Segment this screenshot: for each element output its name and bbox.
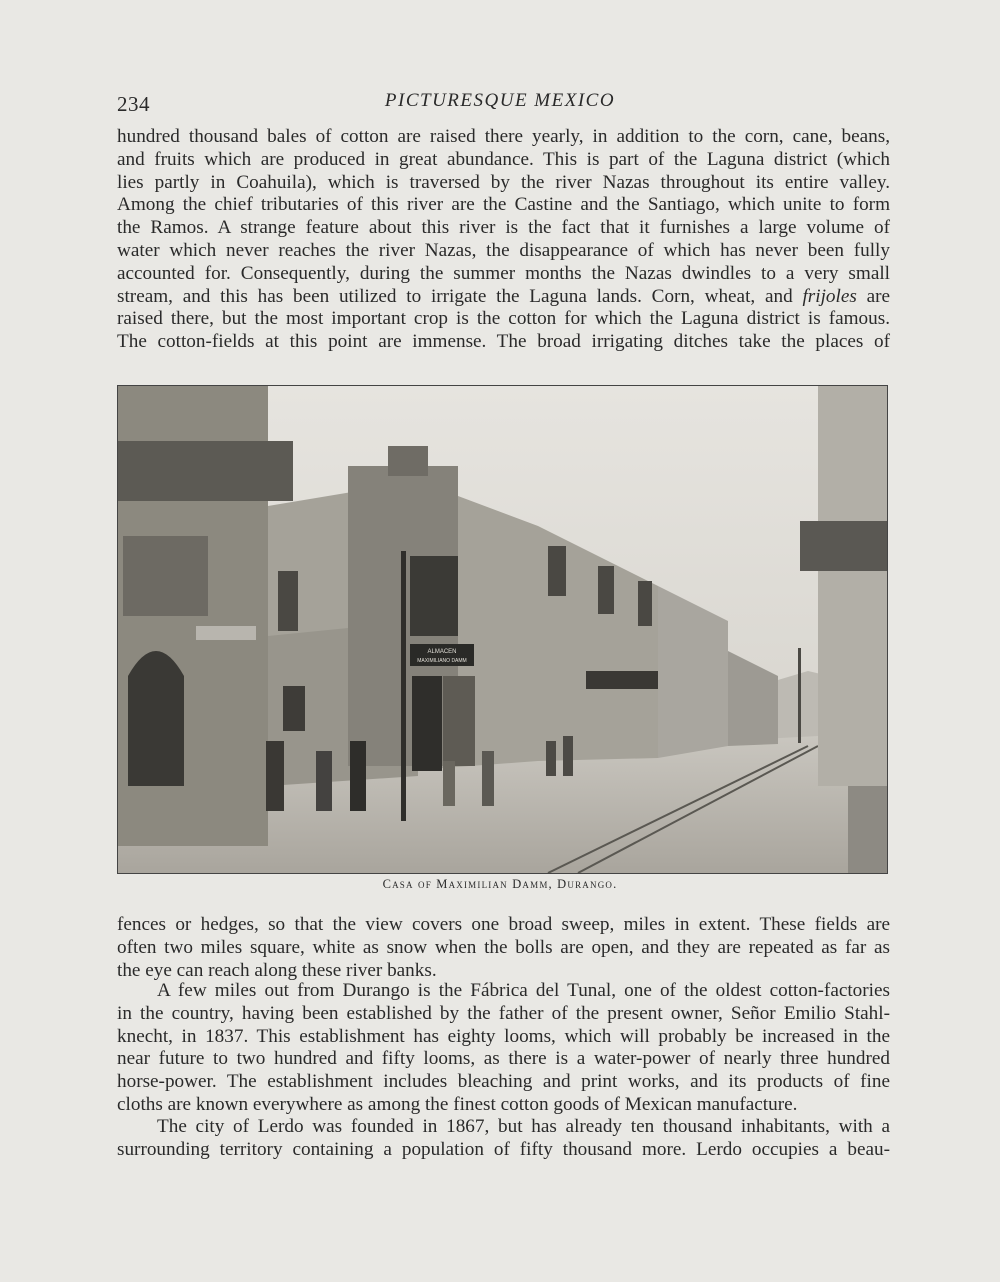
text-line: and fruits which are produced in great abundance. This is part of the Laguna district (which <box>117 148 890 170</box>
text-line: knecht, in 1837. This establishment has eighty looms, which will probably be increased in the <box>117 1025 890 1047</box>
text-line: often two miles square, white as snow when the bolls are open, and they are repeated as far as <box>117 936 890 958</box>
text-line: raised there, but the most important crop is the cotton for which the Laguna district is famous. <box>117 308 890 330</box>
text-line: in the country, having been established by the father of the present owner, Señor Emilio Stahl- <box>117 1002 890 1024</box>
text-line <box>117 286 890 309</box>
paragraph-2 <box>117 914 890 982</box>
paragraph-1 <box>117 126 890 354</box>
paragraph-4 <box>117 1116 890 1162</box>
sign-text-2: MAXIMILIANO DAMM <box>417 658 467 664</box>
text-segment: are <box>856 285 890 307</box>
sign-text-1: ALMACEN <box>427 649 457 655</box>
text-line: surrounding territory containing a population of fifty thousand more. Lerdo occupies a beau- <box>117 1138 890 1160</box>
text-line: accounted for. Consequently, during the summer months the Nazas dwindles to a very small <box>117 262 890 284</box>
photograph-casa-damm <box>117 385 888 874</box>
paragraph-3 <box>117 980 890 1117</box>
text-line: the eye can reach along these river banks. <box>117 959 437 981</box>
text-line: The city of Lerdo was founded in 1867, but has already ten thousand inhabitants, with a <box>157 1116 890 1137</box>
text-line: the Ramos. A strange feature about this river is the fact that it furnishes a large volume of <box>117 217 890 239</box>
text-line: A few miles out from Durango is the Fábrica del Tunal, one of the oldest cotton-factories <box>157 980 890 1001</box>
italic-term: frijoles <box>802 285 857 307</box>
text-line: Among the chief tributaries of this river are the Castine and the Santiago, which unite to form <box>117 194 890 216</box>
text-line: water which never reaches the river Nazas, the disappearance of which has never been fully <box>117 239 890 261</box>
text-segment: stream, and this has been utilized to irrigate the Laguna lands. Corn, wheat, and <box>117 285 803 307</box>
text-line: The cotton-fields at this point are immense. The broad irrigating ditches take the places of <box>117 331 890 353</box>
text-line: fences or hedges, so that the view covers one broad sweep, miles in extent. These fields are <box>117 914 890 935</box>
text-line: horse-power. The establishment includes bleaching and print works, and its products of fine <box>117 1071 890 1093</box>
text-line: lies partly in Coahuila), which is traversed by the river Nazas throughout its entire valley. <box>117 171 890 193</box>
running-head: PICTURESQUE MEXICO <box>384 90 616 111</box>
figure-caption: Casa of Maximilian Damm, Durango. <box>382 877 618 891</box>
text-line: cloths are known everywhere as among the finest cotton goods of Mexican manufacture. <box>117 1093 798 1115</box>
text-line: near future to two hundred and fifty looms, as there is a water-power of nearly three hundred <box>117 1048 890 1070</box>
text-line: hundred thousand bales of cotton are raised there yearly, in addition to the corn, cane, beans, <box>117 126 890 147</box>
page-number: 234 <box>117 92 150 116</box>
